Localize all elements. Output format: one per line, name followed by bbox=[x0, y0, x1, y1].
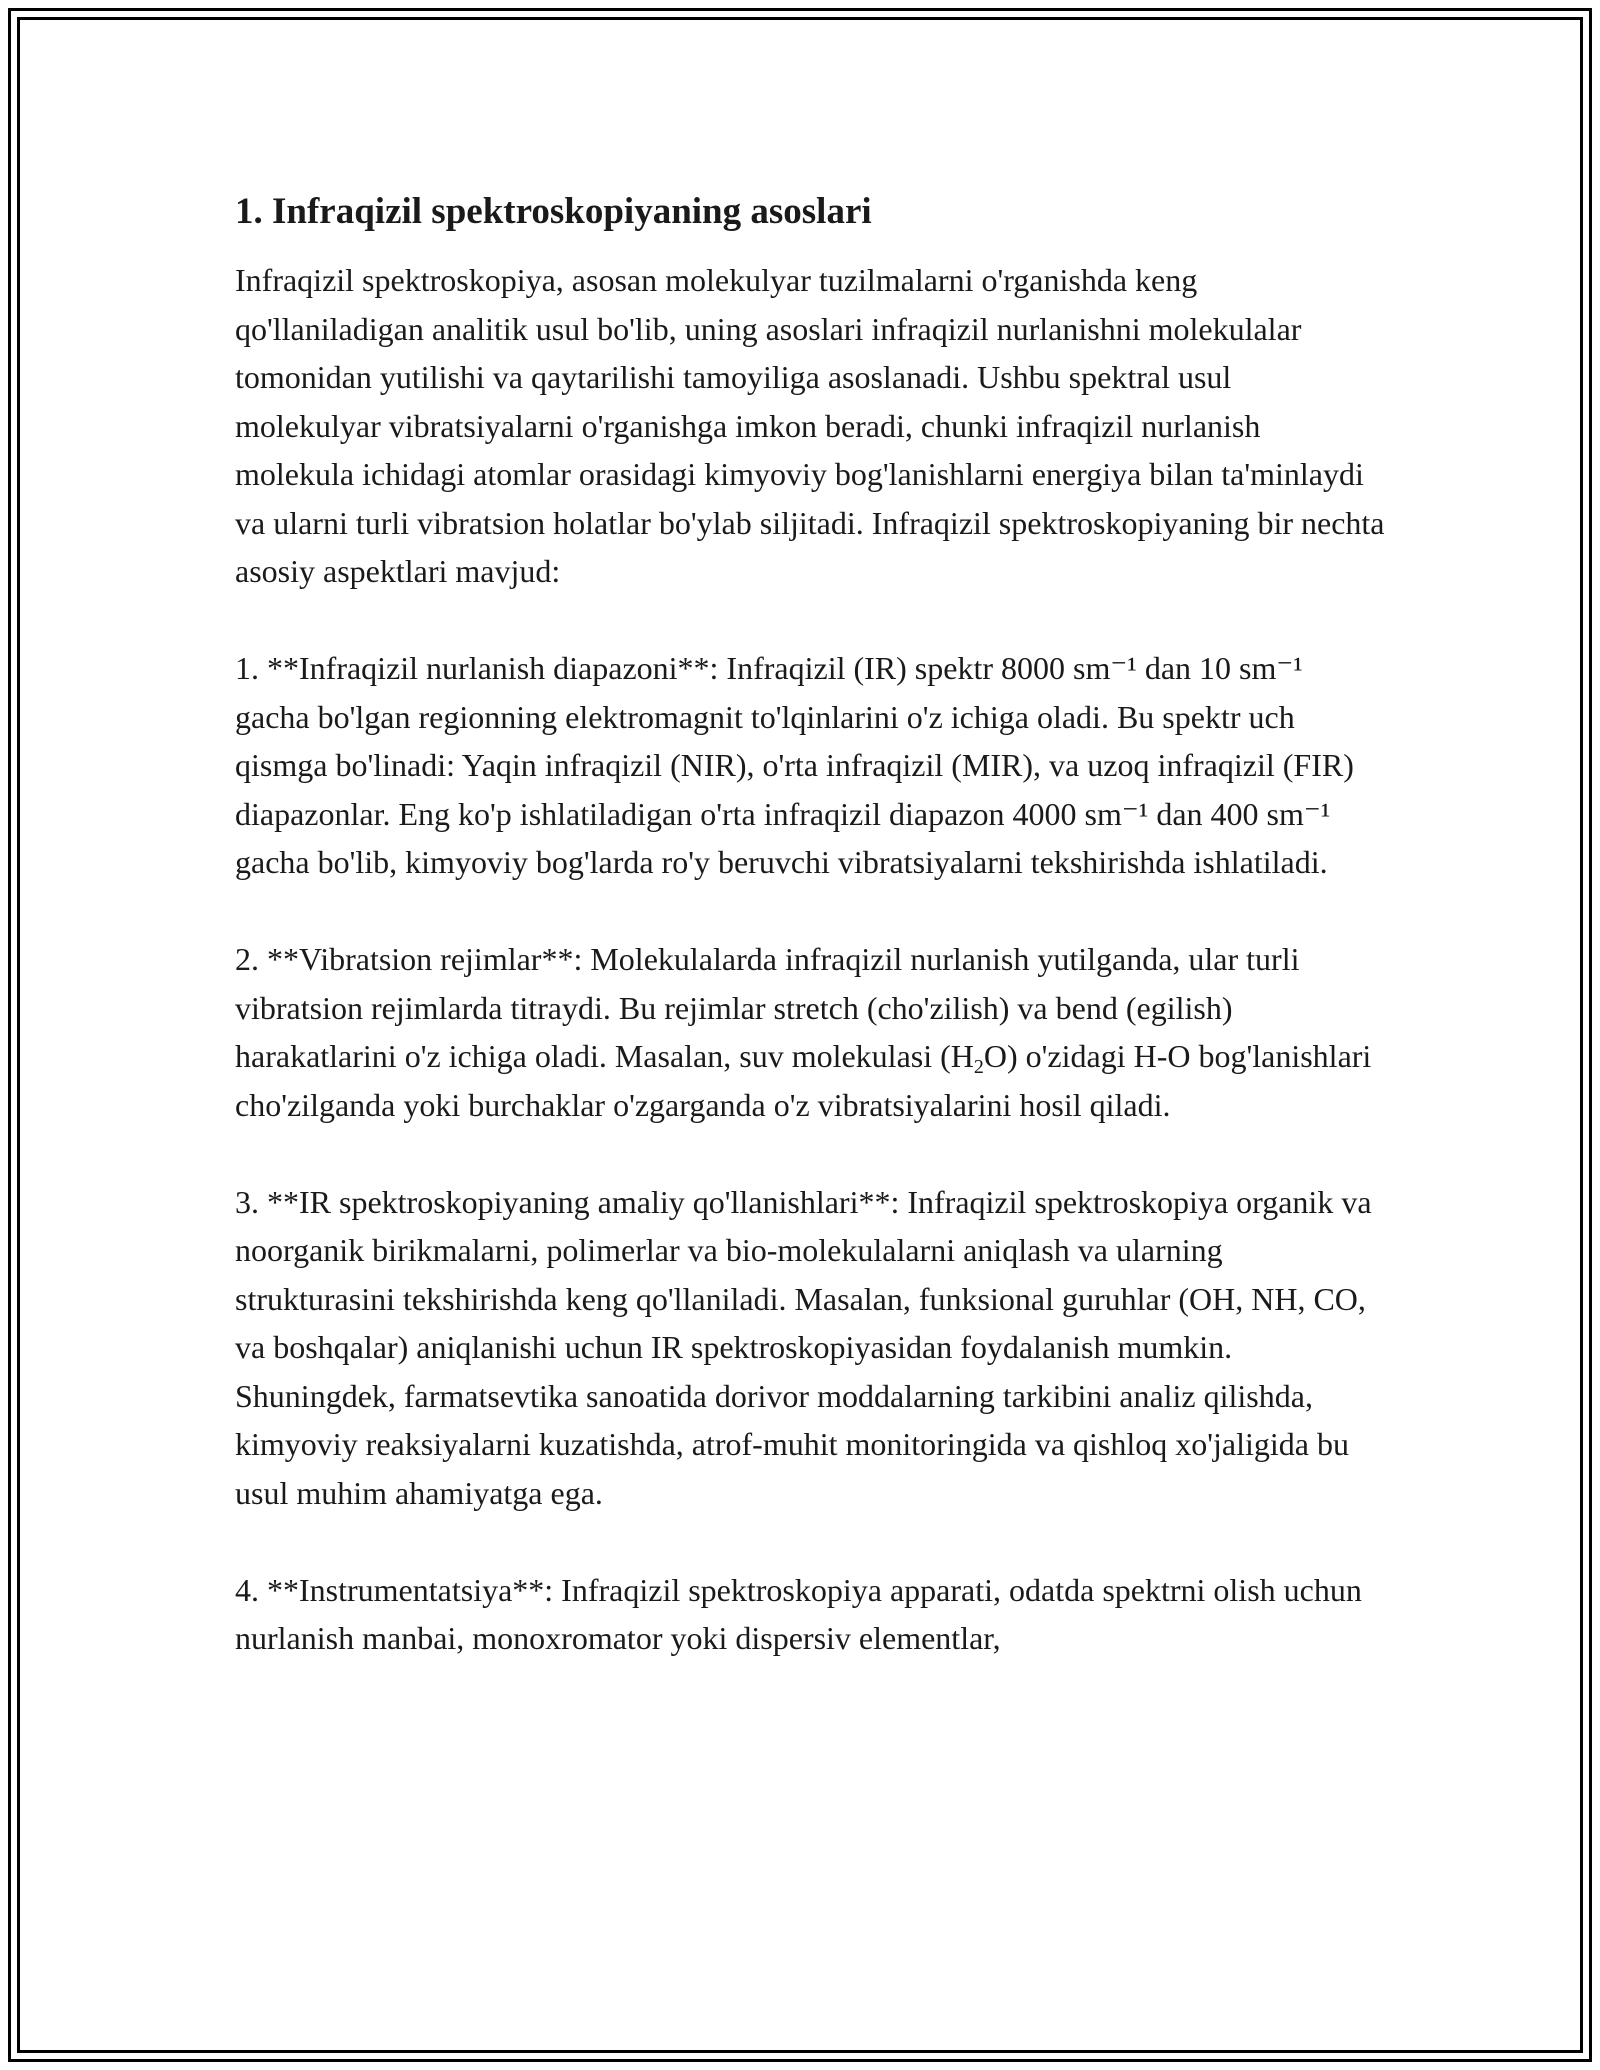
document-body bbox=[235, 186, 1385, 1663]
paragraph-gap bbox=[235, 1517, 1385, 1566]
paragraph-gap bbox=[235, 596, 1385, 645]
list-item-1: 1. **Infraqizil nurlanish diapazoni**: Infraqizil (IR) spektr 8000 sm⁻¹ dan 10 sm⁻¹ gacha bo'lgan regionning elektromagnit to'lqinlarini o'z ichiga oladi. Bu spektr uch qismga bo'linadi: Yaqin infraqizil (NIR), o'rta infraqizil (MIR), va uzoq infraqizil (FIR) diapazonlar. Eng ko'p ishlatiladigan o'rta infraqizil diapazon 4000 sm⁻¹ dan 400 sm⁻¹ gacha bo'lib, kimyoviy bog'larda ro'y beruvchi vibratsiyalarni tekshirishda ishlatiladi. bbox=[235, 650, 1354, 880]
list-item-3: 3. **IR spektroskopiyaning amaliy qo'llanishlari**: Infraqizil spektroskopiya organik va noorganik birikmalarni, polimerlar va bio-molekulalarni aniqlash va ularning strukturasini tekshirishda keng qo'llaniladi. Masalan, funksional guruhlar (OH, NH, CO, va boshqalar) aniqlanishi uchun IR spektroskopiyasidan foydalanish mumkin. Shuningdek, farmatsevtika sanoatida dorivor moddalarning tarkibini analiz qilishda, kimyoviy reaksiyalarni kuzatishda, atrof-muhit monitoringida va qishloq xo'jaligida bu usul muhim ahamiyatga ega. bbox=[235, 1183, 1372, 1511]
paragraph-gap bbox=[235, 887, 1385, 936]
subscript-2: 2 bbox=[973, 1056, 984, 1078]
list-item-4: 4. **Instrumentatsiya**: Infraqizil spektroskopiya apparati, odatda spektrni olish uchun nurlanish manbai, monoxromator yoki dispersiv elementlar, bbox=[235, 1571, 1362, 1656]
list-item-2-text-end: O) o'zidagi H-O bog'lanishlari cho'zilganda yoki burchaklar o'zgarganda o'z vibratsiyalarini hosil qiladi. bbox=[235, 1038, 1372, 1123]
list-item-2-text-start: 2. **Vibratsion rejimlar**: Molekulalarda infraqizil nurlanish yutilganda, ular turli vibratsion rejimlarda titraydi. Bu rejimlar stretch (cho'zilish) va bend (egilish) harakatlarini o'z ichiga oladi. Masalan, suv molekulasi (H bbox=[235, 941, 1300, 1074]
list-item-2 bbox=[235, 935, 1385, 1129]
intro-paragraph: Infraqizil spektroskopiya, asosan molekulyar tuzilmalarni o'rganishda keng qo'llaniladigan analitik usul bo'lib, uning asoslari infraqizil nurlanishni molekulalar tomonidan yutilishi va qaytarilishi tamoyiliga asoslanadi. Ushbu spektral usul molekulyar vibratsiyalarni o'rganishga imkon beradi, chunki infraqizil nurlanish molekula ichidagi atomlar orasidagi kimyoviy bog'lanishlarni energiya bilan ta'minlaydi va ularni turli vibratsion holatlar bo'ylab siljitadi. Infraqizil spektroskopiyaning bir nechta asosiy aspektlari mavjud: bbox=[235, 262, 1385, 589]
paragraph-gap bbox=[235, 1129, 1385, 1178]
section-heading: 1. Infraqizil spektroskopiyaning asoslari bbox=[235, 191, 872, 232]
